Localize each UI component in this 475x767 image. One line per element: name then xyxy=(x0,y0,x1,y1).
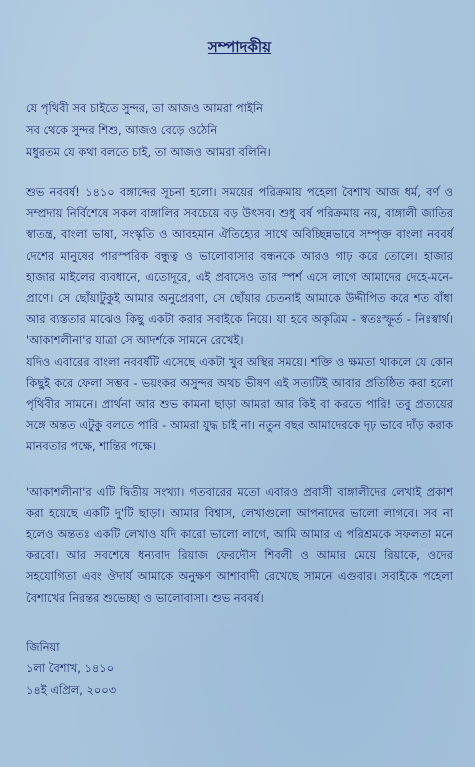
verse-line: সব থেকে সুন্দর শিশু, আজও বেড়ে ওঠেনি xyxy=(26,123,218,137)
editorial-paragraph: যদিও এবারের বাংলা নববর্ষটি এসেছে একটা খুব অস্থির সময়ে। শক্তি ও ক্ষমতা থাকলে যে কোন কিছুই করে ফেলা সম্ভব - ভয়ংকর অসুন্দর অথচ ভীষণ এই সত্যটিই আবার প্রতিষ্ঠিত করা হলো পৃথিবীর সামনে। প্রার্থনা আর শুভ কামনা ছাড়া আমরা আর কিই বা করতে পারি! তবু প্রত্যয়ের সঙ্গে অন্তত এটুকু বলতে পারি - আমরা যুদ্ধ চাই না। নতুন বছর আমাদেরকে দৃঢ় ভাবে দাঁড় করাক মানবতার পক্ষে, শান্তির পক্ষে। xyxy=(26,354,453,454)
editorial-paragraph: 'আকাশলীনা'র এটি দ্বিতীয় সংখ্যা। গতবারের মতো এবারও প্রবাসী বাঙ্গালীদের লেখাই প্রকাশ করা হয়েছে একটি দু'টি ছাড়া। আমার বিশ্বাস, লেখাগুলো আপনাদের ভালো লাগবে। সব না হলেও অন্ততঃ একটি লেখাও যদি কারো ভালো লাগে, আমি আমার এ পরিশ্রমকে সফলতা মনে করবো। আর সবশেষে ধন্যবাদ রিয়াজ ফেরদৌস শিবলী ও আমার মেয়ে রিয়াকে, ওদের সহযোগিতা এবং ঔদার্য আমাকে অনুক্ষণ আশাবাদী রেখেছে সামনে এগুবার। সবাইকে পহেলা বৈশাখের নিরন্তর শুভেচ্ছা ও ভালোবাসা। শুভ নববর্ষ। xyxy=(26,484,453,605)
author-name: জিনিয়া xyxy=(26,639,60,654)
verse-line: মধুরতম যে কথা বলতে চাই, তা আজও আমরা বলিনি। xyxy=(26,145,271,159)
page-title: সম্পাদকীয় xyxy=(207,38,272,56)
opening-verse xyxy=(26,97,453,163)
signature-block xyxy=(26,637,453,702)
date-gregorian: ১৪ই এপ্রিল, ২০০৩ xyxy=(26,682,117,697)
verse-line: যে পৃথিবী সব চাইতে সুন্দর, তা আজও আমরা পাইনি xyxy=(26,101,263,115)
date-bengali: ১লা বৈশাখ, ১৪১০ xyxy=(26,661,115,676)
editorial-paragraph: শুভ নববর্ষ! ১৪১০ বঙ্গাব্দের সূচনা হলো। সময়ের পরিক্রমায় পহেলা বৈশাখ আজ ধর্ম, বর্ণ ও সম্প্রদায় নির্বিশেষে সকল বাঙ্গালির সবচেয়ে বড় উৎসব। শুধু বর্ষ পরিক্রমায় নয়, বাঙ্গালী জাতির স্বাতন্ত্র, বাংলা ভাষা, সংস্কৃতি ও আবহমান ঐতিহ্যের সাথে অবিচ্ছিন্নভাবে সম্পৃক্ত বাংলা নববর্ষ দেশের মানুষের পারস্পরিক বন্ধুত্ব ও ভালোবাসার বন্ধনকে আরও গাঢ় করে তোলে। হাজার হাজার মাইলের ব্যবধানে, এতোদূরে, এই প্রবাসেও তার স্পর্শ এসে লাগে আমাদের দেহে-মনে-প্রাণে। সে ছোঁয়াটুকুই আমার অনুপ্রেরণা, সে ছোঁয়ার চেতনাই আমাকে উদ্দীপিত করে শত বাঁধা আর ব্যস্ততার মাঝেও কিছু একটা করার সবাইকে নিয়ে। যা হবে অকৃত্রিম - স্বতঃস্ফূর্ত - নিঃস্বার্থ। 'আকাশলীনা'র যাত্রা সে আদর্শকে সামনে রেখেই। xyxy=(26,185,453,348)
